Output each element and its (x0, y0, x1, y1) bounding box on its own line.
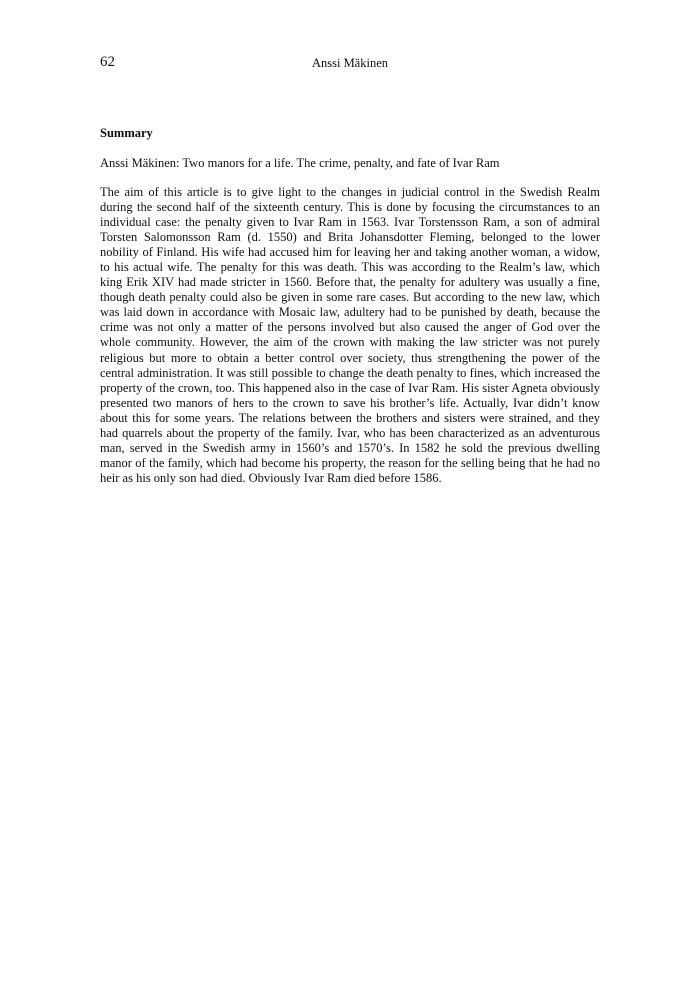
page-number: 62 (100, 54, 115, 70)
running-header (100, 54, 600, 74)
summary-section (100, 125, 600, 486)
running-title: Anssi Mäkinen (311, 56, 389, 70)
section-heading: Summary (100, 126, 153, 140)
summary-body-paragraph: The aim of this article is to give light to the changes in judicial control in the Swedish Realm during the second half of the sixteenth century. This is done by focusing the circumstances to an individual case: the penalty given to Ivar Ram in 1563. Ivar Torstensson Ram, a son of admiral Torsten Salomonsson Ram (d. 1550) and Brita Johansdotter Fleming, belonged to the lower nobility of Finland. His wife had accused him for leaving her and taking another woman, a widow, to his actual wife. The penalty for this was death. This was according to the Realm’s law, which king Erik XIV had made stricter in 1560. Before that, the penalty for adultery was usually a fine, though death penalty could also be given in some rare cases. But according to the new law, which was laid down in accordance with Mosaic law, adultery had to be punished by death, because the crime was not only a matter of the persons involved but also caused the anger of God over the whole community. However, the aim of the crown with making the law stricter was not purely religious but more to obtain a better control over society, thus strengthening the power of the central administration. It was still possible to change the death penalty to fines, which increased the property of the crown, too. This happened also in the case of Ivar Ram. His sister Agneta obviously presented two manors of hers to the crown to save his brother’s life. Actually, Ivar didn’t know about this for some years. The relations between the brothers and sisters were strained, and they had quarrels about the property of the family. Ivar, who has been characterized as an adventurous man, served in the Swedish army in 1560’s and 1570’s. In 1582 he sold the previous dwelling manor of the family, which had become his property, the reason for the selling being that he had no heir as his only son had died. Obviously Ivar Ram died before 1586. (100, 185, 600, 485)
summary-title: Anssi Mäkinen: Two manors for a life. The crime, penalty, and fate of Ivar Ram (100, 156, 500, 170)
